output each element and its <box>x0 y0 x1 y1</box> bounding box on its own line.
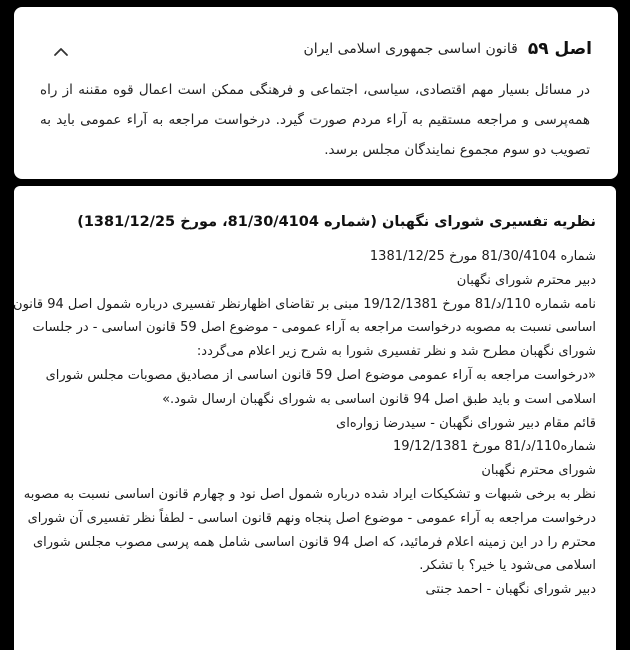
ruling-line: اسلامی می‌شود یا خیر؟ با تشکر. <box>419 558 596 574</box>
article-body: در مسائل بسیار مهم اقتصادی، سیاسی، اجتماعی و فرهنگی ممکن است اعمال قوه مقننه از راه همه‌پرسی و مراجعه مستقیم به آراء مردم صورت گیرد. درخواست مراجعه به آراء عمومی باید به تصویب دو سوم مجموع نمایندگان مجلس برسد. <box>40 82 590 158</box>
ruling-line: دبیر محترم شورای نگهبان <box>456 272 596 288</box>
ruling-line: دبیر شورای نگهبان - احمد جنتی <box>425 582 596 598</box>
article-number: اصل ۵۹ <box>527 39 592 59</box>
article-title: قانون اساسی جمهوری اسلامی ایران <box>303 41 518 57</box>
ruling-text <box>13 245 596 602</box>
ruling-line: قائم مقام دبیر شورای نگهبان - سیدرضا زواره‌ای <box>336 415 596 431</box>
ruling-line: شورای نگهبان مطرح شد و نظر تفسیری شورا به شرح زیر اعلام می‌گردد: <box>196 344 596 360</box>
article-card <box>14 7 618 179</box>
article-header[interactable] <box>40 37 592 61</box>
ruling-line: نامه شماره 110/د/81 مورخ 19/12/1381 مبنی بر تقاضای اظهارنظر تفسیری درباره شمول اصل 94 قانون <box>13 296 596 312</box>
ruling-line: نظر به برخی شبهات و تشکیکات ایراد شده درباره شمول اصل نود و چهارم قانون اساسی نسبت به مصوبه <box>23 486 596 502</box>
ruling-line: اساسی نسبت به مصوبه درخواست مراجعه به آراء عمومی - موضوع اصل 59 قانون اساسی - در جلسات <box>32 320 596 336</box>
ruling-line: شورای محترم نگهبان <box>481 463 596 479</box>
ruling-line: محترم را در این زمینه اعلام فرمائید، که اصل 94 قانون اساسی شامل همه پرسی مصوب مجلس شورای <box>32 534 596 550</box>
ruling-line: شماره110/د/81 مورخ 19/12/1381 <box>393 439 596 455</box>
ruling-line: «درخواست مراجعه به آراء عمومی موضوع اصل 59 قانون اساسی از مصادیق مصوبات مجلس شورای <box>45 367 596 383</box>
chevron-up-icon[interactable] <box>50 41 72 63</box>
ruling-card <box>14 186 616 650</box>
ruling-line: شماره 81/30/4104 مورخ 1381/12/25 <box>369 249 596 264</box>
ruling-line: اسلامی است و باید طبق اصل 94 قانون اساسی به شورای نگهبان ارسال شود.» <box>162 391 596 407</box>
ruling-line: درخواست مراجعه به آراء عمومی - موضوع اصل پنجاه ونهم قانون اساسی - لطفاً نظر تفسیری آن شورای <box>27 510 596 526</box>
ruling-title: نظریه تفسیری شورای نگهبان (شماره 81/30/4104، مورخ 1381/12/25) <box>77 214 596 230</box>
